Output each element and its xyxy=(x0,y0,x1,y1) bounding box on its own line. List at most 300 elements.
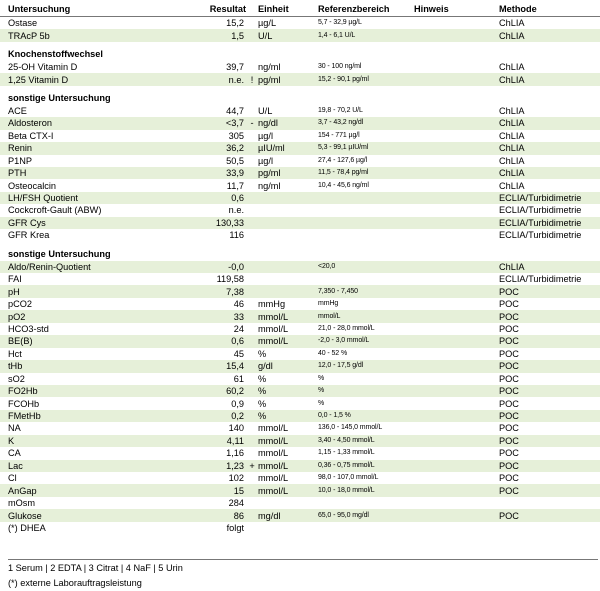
test-name-cell xyxy=(8,497,198,509)
test-name: TRAcP 5b xyxy=(8,30,50,41)
table-row xyxy=(0,460,600,472)
result-value: 11,7 xyxy=(226,180,244,191)
note xyxy=(414,204,499,216)
test-name: pH xyxy=(8,286,20,297)
table-row xyxy=(0,447,600,459)
note xyxy=(414,310,499,322)
note xyxy=(414,192,499,204)
note xyxy=(414,61,499,73)
result-flag xyxy=(246,422,258,434)
note xyxy=(414,472,499,484)
reference-range: 15,2 - 90,1 pg/ml xyxy=(318,73,414,85)
result-value: 7,38 xyxy=(198,285,246,297)
header-method: Methode xyxy=(499,2,600,17)
test-name: 1,25 Vitamin D xyxy=(8,74,69,85)
test-name: AnGap xyxy=(8,485,37,496)
test-name: Cockcroft-Gault (ABW) xyxy=(8,205,102,216)
test-name: FO2Hb xyxy=(8,386,38,397)
method: POC xyxy=(499,348,519,359)
test-name: K xyxy=(8,435,15,446)
table-row xyxy=(0,410,600,422)
table-row xyxy=(0,29,600,41)
test-name-cell xyxy=(8,348,198,360)
note xyxy=(414,117,499,129)
note xyxy=(414,229,499,241)
reference-range: 5,3 - 99,1 µIU/ml xyxy=(318,142,414,154)
table-row xyxy=(0,105,600,117)
note xyxy=(414,385,499,397)
result-value: 15,4 xyxy=(198,360,246,372)
test-name-cell xyxy=(8,298,198,310)
result-value: 1,5 xyxy=(198,29,246,41)
note xyxy=(414,460,499,472)
method: POC xyxy=(499,509,600,521)
test-name-cell xyxy=(8,105,198,117)
test-name: P1NP xyxy=(8,155,33,166)
result-value: 33,9 xyxy=(198,167,246,179)
result-flag: ! xyxy=(246,73,258,85)
test-name-cell xyxy=(8,360,198,372)
test-name: (*) DHEA xyxy=(8,522,46,533)
result-value: 0,6 xyxy=(198,335,246,347)
result-value: n.e. xyxy=(228,205,244,216)
unit: pg/ml xyxy=(258,167,318,179)
test-name-cell xyxy=(8,167,198,179)
test-name: tHb xyxy=(8,361,23,372)
result-value: folgt xyxy=(226,522,244,533)
result-flag: + xyxy=(246,460,258,472)
reference-range: 3,40 - 4,50 mmol/L xyxy=(318,435,414,447)
reference-range: % xyxy=(318,374,325,382)
unit: U/L xyxy=(258,105,273,116)
test-name: Osteocalcin xyxy=(8,180,57,191)
result-flag xyxy=(246,17,258,30)
test-name-cell xyxy=(8,179,198,191)
result-flag xyxy=(246,397,258,409)
reference-range: 11,5 - 78,4 pg/ml xyxy=(318,167,414,179)
unit xyxy=(258,522,318,534)
unit: % xyxy=(258,398,267,409)
unit xyxy=(258,285,318,297)
method: POC xyxy=(499,385,600,397)
material-sup xyxy=(54,130,57,131)
result-value: 305 xyxy=(228,130,244,141)
test-name-cell xyxy=(8,130,198,142)
table-row xyxy=(0,472,600,484)
table-row xyxy=(0,117,600,129)
note xyxy=(414,323,499,335)
test-name-cell xyxy=(8,484,198,496)
test-name-cell xyxy=(8,373,198,385)
note xyxy=(414,373,499,385)
material-sup xyxy=(50,229,53,230)
test-name: FAI xyxy=(8,274,22,285)
result-flag xyxy=(246,435,258,447)
reference-range: 40 - 52 % xyxy=(318,349,348,357)
unit: µg/l xyxy=(258,155,273,166)
method: ChLIA xyxy=(499,62,525,73)
unit: mmol/L xyxy=(258,448,289,459)
test-name: Hct xyxy=(8,348,22,359)
result-value: n.e. xyxy=(198,73,246,85)
table-row xyxy=(0,167,600,179)
test-name-cell xyxy=(8,285,198,297)
unit: mmol/L xyxy=(258,423,289,434)
method xyxy=(499,497,600,509)
note xyxy=(414,335,499,347)
result-flag xyxy=(246,335,258,347)
reference-range: 98,0 - 107,0 mmol/L xyxy=(318,474,379,482)
footer xyxy=(8,559,598,591)
result-flag xyxy=(246,167,258,179)
test-name-cell xyxy=(8,73,198,85)
reference-range: 1,15 - 1,33 mmol/L xyxy=(318,449,375,457)
result-flag xyxy=(246,273,258,285)
test-name-cell xyxy=(8,117,198,129)
test-name: CA xyxy=(8,448,21,459)
material-sup xyxy=(78,61,81,62)
result-flag xyxy=(246,217,258,229)
test-name: PTH xyxy=(8,168,27,179)
test-name: Glukose xyxy=(8,510,42,521)
result-value: 102 xyxy=(228,473,244,484)
table-row xyxy=(0,155,600,167)
reference-range: 7,350 - 7,450 xyxy=(318,285,414,297)
reference-range: 12,0 - 17,5 g/dl xyxy=(318,360,414,372)
method: ChLIA xyxy=(499,18,525,29)
method: ChLIA xyxy=(499,180,525,191)
unit: mg/dl xyxy=(258,509,318,521)
section-title: Knochenstoffwechsel xyxy=(8,48,103,59)
reference-range: 1,4 - 6,1 U/L xyxy=(318,29,414,41)
result-value: 15 xyxy=(198,484,246,496)
reference-range: 5,7 - 32,9 µg/L xyxy=(318,19,362,27)
header-unit: Einheit xyxy=(258,2,318,17)
note xyxy=(414,447,499,459)
result-value: 1,16 xyxy=(226,448,244,459)
method: POC xyxy=(499,398,519,409)
result-value: 61 xyxy=(233,373,244,384)
table-row xyxy=(0,422,600,434)
test-name: Lac xyxy=(8,460,23,471)
reference-range: 65,0 - 95,0 mg/dl xyxy=(318,509,414,521)
test-name: BE(B) xyxy=(8,336,33,347)
material-sup xyxy=(79,192,82,193)
note xyxy=(414,348,499,360)
result-value: 44,7 xyxy=(226,105,244,116)
test-name-cell xyxy=(8,155,198,167)
table-row xyxy=(0,435,600,447)
results-table xyxy=(0,2,600,534)
test-name: 25-OH Vitamin D xyxy=(8,62,78,73)
note xyxy=(414,410,499,422)
method: ECLIA/Turbidimetrie xyxy=(499,274,582,285)
method: POC xyxy=(499,435,600,447)
method: ChLIA xyxy=(499,105,525,116)
test-name-cell xyxy=(8,310,198,322)
reference-range: 0,0 - 1,5 % xyxy=(318,410,414,422)
test-name-cell xyxy=(8,472,198,484)
material-sup xyxy=(102,204,105,205)
note xyxy=(414,298,499,310)
reference-range: mmHg xyxy=(318,300,339,308)
note xyxy=(414,497,499,509)
note xyxy=(414,360,499,372)
result-value: 33 xyxy=(198,310,246,322)
table-row xyxy=(0,310,600,322)
material-sup xyxy=(28,105,31,106)
result-value: 140 xyxy=(228,423,244,434)
material-sup xyxy=(33,142,36,143)
material-sup xyxy=(51,29,54,30)
table-row xyxy=(0,397,600,409)
reference-range xyxy=(318,204,414,216)
table-row xyxy=(0,73,600,85)
method: ECLIA/Turbidimetrie xyxy=(499,217,600,229)
reference-range: 10,4 - 45,6 ng/ml xyxy=(318,181,369,189)
method: POC xyxy=(499,448,519,459)
method: POC xyxy=(499,460,600,472)
material-sup xyxy=(38,17,41,19)
table-row xyxy=(0,17,600,30)
method: POC xyxy=(499,423,519,434)
unit: mmol/L xyxy=(258,460,318,472)
unit: % xyxy=(258,373,267,384)
unit: mmHg xyxy=(258,299,286,310)
table-row xyxy=(0,273,600,285)
result-value: 0,2 xyxy=(198,410,246,422)
unit xyxy=(258,261,318,273)
unit: mmol/L xyxy=(258,484,318,496)
result-flag xyxy=(246,373,258,385)
note xyxy=(414,130,499,142)
result-value: 4,11 xyxy=(198,435,246,447)
result-flag xyxy=(246,105,258,117)
result-value: 24 xyxy=(233,323,244,334)
result-value: 46 xyxy=(233,299,244,310)
result-value: 86 xyxy=(198,509,246,521)
method: POC xyxy=(499,299,519,310)
note xyxy=(414,422,499,434)
unit: ng/dl xyxy=(258,117,318,129)
result-value: 36,2 xyxy=(198,142,246,154)
reference-range: 136,0 - 145,0 mmol/L xyxy=(318,424,383,432)
test-name-cell xyxy=(8,229,198,241)
test-name-cell xyxy=(8,217,198,229)
test-name: FCOHb xyxy=(8,398,40,409)
test-name-cell xyxy=(8,385,198,397)
test-name-cell xyxy=(8,192,198,204)
result-flag xyxy=(246,298,258,310)
unit: mmol/L xyxy=(258,335,318,347)
result-flag xyxy=(246,179,258,191)
material-sup xyxy=(69,73,72,74)
unit: mmol/L xyxy=(258,473,289,484)
material-sup xyxy=(33,155,36,156)
result-value: 45 xyxy=(233,348,244,359)
table-row xyxy=(0,192,600,204)
reference-range: 10,0 - 18,0 mmol/L xyxy=(318,484,414,496)
test-name: Ostase xyxy=(8,18,38,29)
table-row xyxy=(0,298,600,310)
result-value: 0,9 xyxy=(231,398,244,409)
reference-range: 3,7 - 43,2 ng/dl xyxy=(318,117,414,129)
table-row xyxy=(0,497,600,509)
test-name-cell xyxy=(8,61,198,73)
table-row xyxy=(0,179,600,191)
unit: % xyxy=(258,385,318,397)
header-reference: Referenzbereich xyxy=(318,2,414,17)
note xyxy=(414,29,499,41)
method: ChLIA xyxy=(499,117,600,129)
material-sup xyxy=(47,522,50,523)
result-flag xyxy=(246,29,258,41)
method: POC xyxy=(499,360,600,372)
test-name-cell xyxy=(8,261,198,273)
test-name-cell xyxy=(8,335,198,347)
reference-range xyxy=(318,497,414,509)
result-flag xyxy=(246,285,258,297)
test-name: HCO3-std xyxy=(8,323,49,334)
section-header xyxy=(0,42,600,61)
method: ChLIA xyxy=(499,167,600,179)
unit: ng/ml xyxy=(258,180,281,191)
test-name: Aldo/Renin-Quotient xyxy=(8,261,91,272)
note xyxy=(414,73,499,85)
method: ChLIA xyxy=(499,130,525,141)
unit: ng/ml xyxy=(258,62,281,73)
method: ChLIA xyxy=(499,261,600,273)
result-flag xyxy=(246,310,258,322)
test-name: GFR Cys xyxy=(8,217,46,228)
reference-range: % xyxy=(318,399,325,407)
unit xyxy=(258,497,318,509)
result-flag xyxy=(246,447,258,459)
footer-materials: 1 Serum | 2 EDTA | 3 Citrat | 4 NaF | 5 Urin xyxy=(8,563,183,573)
result-flag xyxy=(246,484,258,496)
table-row xyxy=(0,61,600,73)
method: POC xyxy=(499,323,519,334)
material-sup xyxy=(92,261,95,262)
note xyxy=(414,261,499,273)
result-value: 0,6 xyxy=(198,192,246,204)
table-row xyxy=(0,509,600,521)
result-flag xyxy=(246,385,258,397)
reference-range xyxy=(318,229,414,241)
reference-range: 154 - 771 µg/l xyxy=(318,131,360,139)
test-name-cell xyxy=(8,323,198,335)
method xyxy=(499,522,600,534)
section-header xyxy=(0,242,600,261)
result-value: 130,33 xyxy=(198,217,246,229)
test-name-cell xyxy=(8,273,198,285)
test-name-cell xyxy=(8,447,198,459)
test-name: Renin xyxy=(8,143,33,154)
test-name-cell xyxy=(8,522,198,534)
result-value: 116 xyxy=(229,230,244,241)
table-row xyxy=(0,217,600,229)
note xyxy=(414,484,499,496)
footer-external-note: (*) externe Laborauftragsleistung xyxy=(8,578,142,588)
test-name-cell xyxy=(8,17,198,30)
table-row xyxy=(0,522,600,534)
test-name: pO2 xyxy=(8,311,26,322)
reference-range: <20,0 xyxy=(318,261,414,273)
method: POC xyxy=(499,373,519,384)
result-flag xyxy=(246,472,258,484)
unit xyxy=(258,229,318,241)
result-flag xyxy=(246,142,258,154)
table-header-row xyxy=(0,2,600,17)
result-flag xyxy=(246,229,258,241)
unit: mmol/L xyxy=(258,435,318,447)
test-name-cell xyxy=(8,460,198,472)
note xyxy=(414,179,499,191)
unit: µIU/ml xyxy=(258,142,318,154)
reference-range xyxy=(318,217,414,229)
header-note: Hinweis xyxy=(414,2,499,17)
unit xyxy=(258,273,318,285)
result-flag xyxy=(246,509,258,521)
test-name: ACE xyxy=(8,105,27,116)
result-flag xyxy=(246,192,258,204)
method: POC xyxy=(499,285,600,297)
result-value: 1,23 xyxy=(198,460,246,472)
table-row xyxy=(0,348,600,360)
result-flag xyxy=(246,204,258,216)
material-sup xyxy=(47,217,50,218)
test-name-cell xyxy=(8,204,198,216)
table-row xyxy=(0,484,600,496)
test-name: GFR Krea xyxy=(8,230,50,241)
table-row xyxy=(0,335,600,347)
material-sup xyxy=(57,179,60,180)
result-flag xyxy=(246,155,258,167)
test-name: Beta CTX-I xyxy=(8,130,54,141)
reference-range: 19,8 - 70,2 U/L xyxy=(318,106,363,114)
test-name-cell xyxy=(8,397,198,409)
table-row xyxy=(0,204,600,216)
section-title: sonstige Untersuchung xyxy=(8,248,111,259)
table-row xyxy=(0,373,600,385)
note xyxy=(414,17,499,30)
unit xyxy=(258,204,318,216)
section-title: sonstige Untersuchung xyxy=(8,92,111,103)
result-flag xyxy=(246,348,258,360)
method: ChLIA xyxy=(499,155,525,166)
reference-range: 30 - 100 ng/ml xyxy=(318,63,362,71)
test-name-cell xyxy=(8,410,198,422)
test-name-cell xyxy=(8,142,198,154)
test-name-cell xyxy=(8,422,198,434)
result-flag xyxy=(246,410,258,422)
test-name: sO2 xyxy=(8,373,25,384)
reference-range: 0,36 - 0,75 mmol/L xyxy=(318,460,414,472)
material-sup xyxy=(27,167,30,168)
result-flag xyxy=(246,497,258,509)
unit: µg/l xyxy=(258,130,273,141)
unit: U/L xyxy=(258,29,318,41)
method: POC xyxy=(499,310,600,322)
note xyxy=(414,509,499,521)
note xyxy=(414,105,499,117)
test-name: FMetHb xyxy=(8,411,41,422)
table-row xyxy=(0,261,600,273)
reference-range xyxy=(318,192,414,204)
result-flag xyxy=(246,61,258,73)
table-row xyxy=(0,360,600,372)
method: ChLIA xyxy=(499,73,600,85)
